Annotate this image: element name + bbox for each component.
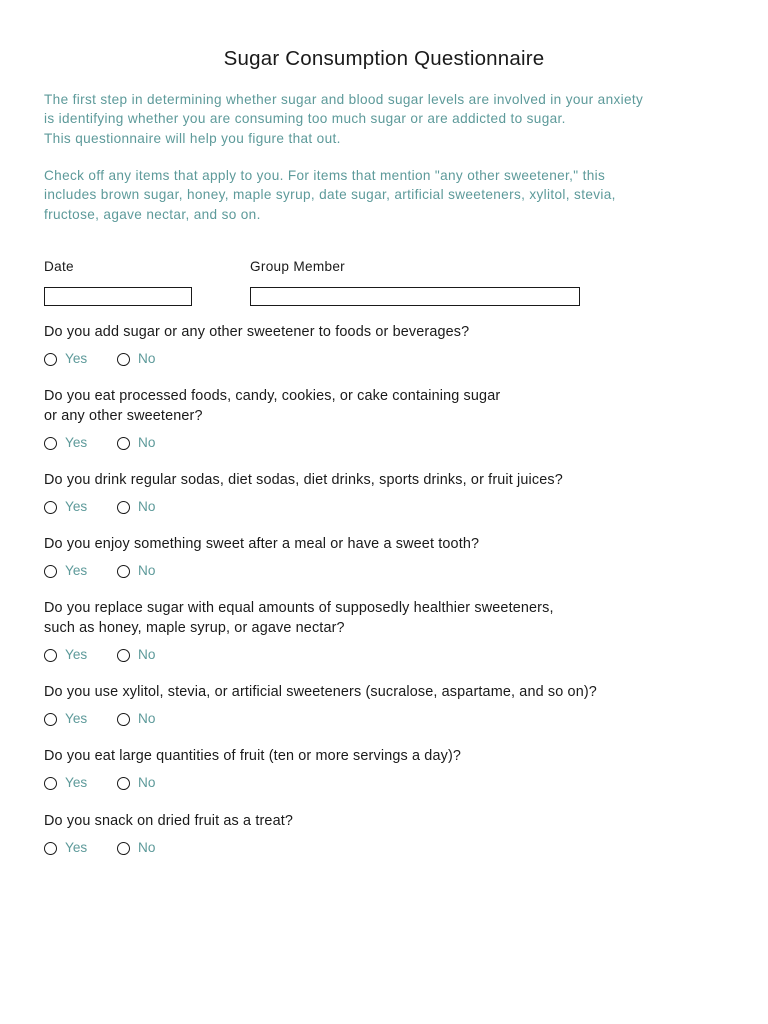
question-8	[44, 811, 724, 860]
yes-option[interactable]	[44, 499, 87, 515]
radio-button-no[interactable]	[117, 501, 130, 514]
question-text: Do you eat large quantities of fruit (ten or more servings a day)?	[44, 748, 462, 764]
radio-button-yes[interactable]	[44, 501, 57, 514]
radio-button-yes[interactable]	[44, 565, 57, 578]
no-label: No	[138, 563, 156, 578]
question-text: or any other sweetener?	[44, 408, 203, 424]
yes-option[interactable]	[44, 563, 87, 579]
no-option[interactable]	[117, 351, 155, 367]
question-4	[44, 534, 724, 583]
no-label: No	[138, 711, 156, 726]
answer-options	[44, 499, 724, 519]
radio-button-no[interactable]	[117, 842, 130, 855]
answer-options	[44, 711, 724, 731]
date-field-box	[44, 287, 192, 306]
group-member-label: Group Member	[250, 259, 346, 274]
no-option[interactable]	[117, 775, 155, 791]
question-text: Do you enjoy something sweet after a meal or have a sweet tooth?	[44, 536, 480, 552]
yes-option[interactable]	[44, 351, 87, 367]
question-text: Do you replace sugar with equal amounts of supposedly healthier sweeteners,	[44, 600, 554, 616]
question-text: such as honey, maple syrup, or agave nectar?	[44, 620, 345, 636]
question-1	[44, 322, 724, 371]
radio-button-no[interactable]	[117, 713, 130, 726]
yes-label: Yes	[65, 775, 88, 790]
intro-line: includes brown sugar, honey, maple syrup, date sugar, artificial sweeteners, xylitol, stevia,	[44, 187, 616, 203]
yes-label: Yes	[65, 351, 88, 366]
intro-line: Check off any items that apply to you. For items that mention "any other sweetener," this	[44, 168, 606, 183]
answer-options	[44, 435, 724, 455]
no-option[interactable]	[117, 499, 155, 515]
yes-label: Yes	[65, 435, 88, 450]
question-text: Do you add sugar or any other sweetener to foods or beverages?	[44, 324, 470, 340]
no-label: No	[138, 775, 156, 790]
answer-options	[44, 351, 724, 371]
question-text: Do you eat processed foods, candy, cookies, or cake containing sugar	[44, 388, 501, 404]
intro-line: The first step in determining whether sugar and blood sugar levels are involved in your anxiety	[44, 92, 644, 107]
no-label: No	[138, 840, 156, 855]
radio-button-yes[interactable]	[44, 713, 57, 726]
no-option[interactable]	[117, 563, 155, 579]
intro-paragraph-1	[44, 90, 724, 148]
yes-option[interactable]	[44, 647, 87, 663]
intro-line: is identifying whether you are consuming too much sugar or are addicted to sugar.	[44, 111, 566, 127]
no-label: No	[138, 435, 156, 450]
answer-options	[44, 563, 724, 583]
yes-label: Yes	[65, 647, 88, 662]
no-option[interactable]	[117, 435, 155, 451]
radio-button-no[interactable]	[117, 565, 130, 578]
question-2	[44, 386, 724, 455]
no-option[interactable]	[117, 711, 155, 727]
question-text: Do you drink regular sodas, diet sodas, diet drinks, sports drinks, or fruit juices?	[44, 472, 563, 488]
yes-option[interactable]	[44, 711, 87, 727]
answer-options	[44, 647, 724, 667]
radio-button-no[interactable]	[117, 649, 130, 662]
yes-option[interactable]	[44, 840, 87, 856]
question-text: Do you use xylitol, stevia, or artificial sweeteners (sucralose, aspartame, and so on)?	[44, 684, 597, 700]
answer-options	[44, 775, 724, 795]
intro-line: fructose, agave nectar, and so on.	[44, 206, 261, 222]
date-field[interactable]	[45, 288, 191, 305]
yes-label: Yes	[65, 711, 88, 726]
question-6	[44, 682, 724, 731]
yes-option[interactable]	[44, 775, 87, 791]
no-option[interactable]	[117, 840, 155, 856]
radio-button-yes[interactable]	[44, 649, 57, 662]
group-member-field-box	[250, 287, 580, 306]
radio-button-no[interactable]	[117, 777, 130, 790]
intro-line: This questionnaire will help you figure that out.	[44, 130, 341, 146]
question-7	[44, 746, 724, 795]
question-text: Do you snack on dried fruit as a treat?	[44, 813, 294, 829]
answer-options	[44, 840, 724, 860]
question-3	[44, 470, 724, 519]
date-label: Date	[44, 259, 74, 274]
radio-button-yes[interactable]	[44, 842, 57, 855]
no-label: No	[138, 351, 156, 366]
radio-button-yes[interactable]	[44, 437, 57, 450]
no-label: No	[138, 499, 156, 514]
yes-label: Yes	[65, 499, 88, 514]
no-label: No	[138, 647, 156, 662]
yes-label: Yes	[65, 840, 88, 855]
yes-option[interactable]	[44, 435, 87, 451]
question-5	[44, 598, 724, 667]
radio-button-no[interactable]	[117, 437, 130, 450]
no-option[interactable]	[117, 647, 155, 663]
yes-label: Yes	[65, 563, 88, 578]
radio-button-yes[interactable]	[44, 777, 57, 790]
group-member-field[interactable]	[251, 288, 579, 305]
page-title: Sugar Consumption Questionnaire	[223, 47, 545, 70]
radio-button-yes[interactable]	[44, 353, 57, 366]
intro-paragraph-2	[44, 166, 724, 224]
radio-button-no[interactable]	[117, 353, 130, 366]
